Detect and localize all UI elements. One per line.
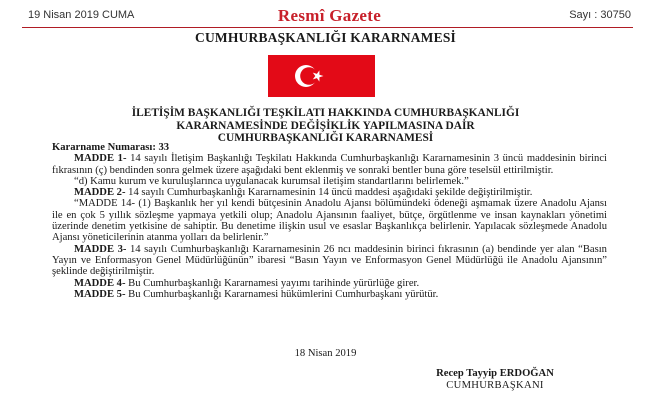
article-4 bbox=[52, 278, 607, 289]
issue-number: Sayı : 30750 bbox=[569, 9, 631, 21]
article-2-quote: “MADDE 14- (1) Başkanlık her yıl kendi bütçesinin Anadolu Ajansı bölümündeki ödeneği aşmamak üzere Anadolu Ajansı ile en çok 5 yıllık sözleşme yapmaya yetkili olup; Anadolu Ajansının faaliyet, bütçe, örgütlenme ve insan kaynakları yönetimi üzerinde denetim yetkisine de sahiptir. Bu denetime ilişkin usul ve esaslar Başkanlıkça belirlenir. Yapılacak sözleşmede Anadolu Ajansı yöneticilerinin atanma yolları da belirlenir.” bbox=[52, 198, 607, 244]
signatory-name bbox=[395, 368, 595, 379]
article-2-text: 14 sayılı Cumhurbaşkanlığı Kararnamesinin 14 üncü maddesi aşağıdaki şekilde değiştirilmiştir. bbox=[125, 187, 533, 199]
article-4-text: Bu Cumhurbaşkanlığı Kararnamesi yayımı tarihinde yürürlüğe girer. bbox=[125, 277, 420, 289]
signatory-last-name: ERDOĞAN bbox=[499, 368, 554, 379]
decree-title-line: İLETİŞİM BAŞKANLIĞI TEŞKİLATI HAKKINDA CUMHURBAŞKANLIĞI bbox=[131, 107, 520, 119]
article-4-label: MADDE 4- bbox=[74, 277, 126, 289]
decree-title-line: KARARNAMESİNDE DEĞİŞİKLİK YAPILMASINA DAİR bbox=[176, 119, 475, 132]
article-5 bbox=[52, 289, 607, 300]
article-1 bbox=[52, 153, 607, 176]
signatory-title: CUMHURBAŞKANI bbox=[446, 380, 544, 391]
section-heading: CUMHURBAŞKANLIĞI KARARNAMESİ bbox=[195, 30, 456, 45]
decree-date: 18 Nisan 2019 bbox=[294, 348, 357, 359]
masthead-divider bbox=[22, 27, 633, 28]
article-5-label: MADDE 5- bbox=[74, 288, 126, 300]
gazette-title: Resmî Gazete bbox=[277, 6, 382, 25]
article-1-quote: “d) Kamu kurum ve kuruluşlarınca uygulanacak kurumsal iletişim standartlarını belirlemek.” bbox=[74, 175, 469, 187]
decree-title-line: CUMHURBAŞKANLIĞI KARARNAMESİ bbox=[217, 132, 434, 144]
article-3 bbox=[52, 244, 607, 278]
turkish-flag-icon bbox=[268, 55, 375, 97]
article-1-text: 14 sayılı İletişim Başkanlığı Teşkilatı Hakkında Cumhurbaşkanlığı Kararnamesinin 3 üncü maddesinin birinci fıkrasının (ç) bendinden sonra gelmek üzere aşağıdaki bent eklenmiş ve sonraki bentler buna göre teselsül ettirilmiştir. bbox=[52, 153, 607, 176]
decree-number: Kararname Numarası: 33 bbox=[52, 142, 170, 153]
article-2-label: MADDE 2- bbox=[74, 187, 126, 199]
article-3-label: MADDE 3- bbox=[74, 243, 127, 255]
article-5-text: Bu Cumhurbaşkanlığı Kararnamesi hükümlerini Cumhurbaşkanı yürütür. bbox=[125, 288, 439, 300]
signatory-first-name: Recep Tayyip bbox=[436, 368, 500, 379]
article-2 bbox=[52, 187, 607, 198]
article-3-text: 14 sayılı Cumhurbaşkanlığı Kararnamesinin 26 ncı maddesinin birinci fıkrasının (a) bendinde yer alan “Basın Yayın ve Enformasyon Genel Müdürlüğünün” ibaresi “Basın Yayın ve Enformasyon Genel Müdürlüğü ile Anadolu Ajansının” şeklinde değiştirilmiştir. bbox=[52, 243, 607, 278]
decree-body bbox=[52, 142, 607, 300]
issue-date: 19 Nisan 2019 CUMA bbox=[28, 9, 135, 21]
decree-title bbox=[40, 107, 611, 145]
masthead bbox=[28, 6, 631, 26]
article-1-label: MADDE 1- bbox=[74, 153, 127, 165]
